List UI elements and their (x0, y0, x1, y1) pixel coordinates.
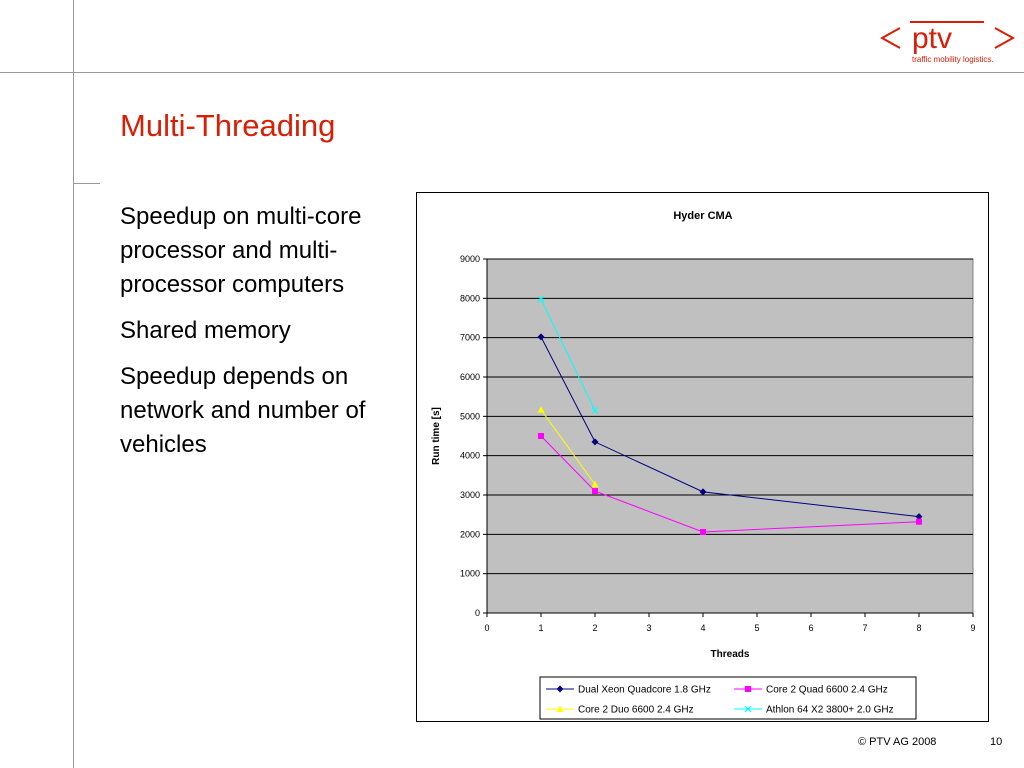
legend-label: Dual Xeon Quadcore 1.8 GHz (578, 684, 711, 696)
x-tick-label: 9 (970, 623, 976, 633)
y-tick-label: 3000 (459, 490, 480, 500)
footer-copyright: © PTV AG 2008 (858, 736, 937, 748)
data-point (700, 529, 706, 535)
bullet-item: Shared memory (120, 317, 291, 344)
y-tick-label: 9000 (459, 254, 480, 264)
run-time-chart (417, 193, 990, 723)
x-axis-label: Threads (710, 649, 750, 660)
ptv-logo (880, 10, 1015, 66)
legend-label: Athlon 64 X2 3800+ 2.0 GHz (766, 704, 894, 716)
y-tick-label: 7000 (459, 332, 480, 343)
bullet-list (120, 200, 400, 474)
legend-label: Core 2 Quad 6600 2.4 GHz (766, 684, 888, 696)
data-point (538, 433, 544, 439)
y-tick-label: 0 (474, 608, 480, 618)
bullet-item: Speedup on multi-core processor and multi-processor computers (120, 203, 362, 298)
left-guide-line (73, 0, 74, 768)
chart-title: Hyder CMA (673, 210, 733, 222)
title-tick-mark (73, 183, 100, 184)
bullet-item: Speedup depends on network and number of vehicles (120, 363, 366, 458)
chart-frame (416, 192, 989, 722)
logo-wordmark: ptv (912, 22, 953, 55)
data-point (745, 686, 751, 692)
y-tick-label: 8000 (459, 293, 480, 304)
x-tick-label: 8 (916, 623, 922, 633)
x-tick-label: 1 (538, 623, 544, 633)
x-tick-label: 3 (646, 623, 652, 633)
y-axis-label: Run time [s] (431, 407, 442, 465)
x-tick-label: 7 (862, 623, 868, 633)
x-tick-label: 0 (484, 623, 490, 633)
x-axis-ticks (484, 613, 975, 633)
x-tick-label: 5 (754, 623, 760, 633)
data-point (916, 519, 922, 525)
x-tick-label: 2 (592, 623, 598, 633)
data-point (592, 488, 598, 494)
y-tick-label: 6000 (459, 372, 480, 382)
y-tick-label: 1000 (459, 568, 480, 579)
y-tick-label: 2000 (459, 529, 480, 540)
legend-label: Core 2 Duo 6600 2.4 GHz (578, 704, 694, 716)
x-tick-label: 4 (700, 623, 706, 633)
logo-tagline: traffic mobility logistics. (912, 55, 994, 64)
x-tick-label: 6 (808, 623, 814, 633)
y-tick-label: 4000 (459, 450, 480, 461)
header-divider (0, 72, 1024, 73)
slide-title: Multi-Threading (120, 108, 336, 143)
page-number: 10 (990, 736, 1003, 748)
y-axis-ticks (460, 254, 487, 618)
y-tick-label: 5000 (459, 411, 480, 422)
